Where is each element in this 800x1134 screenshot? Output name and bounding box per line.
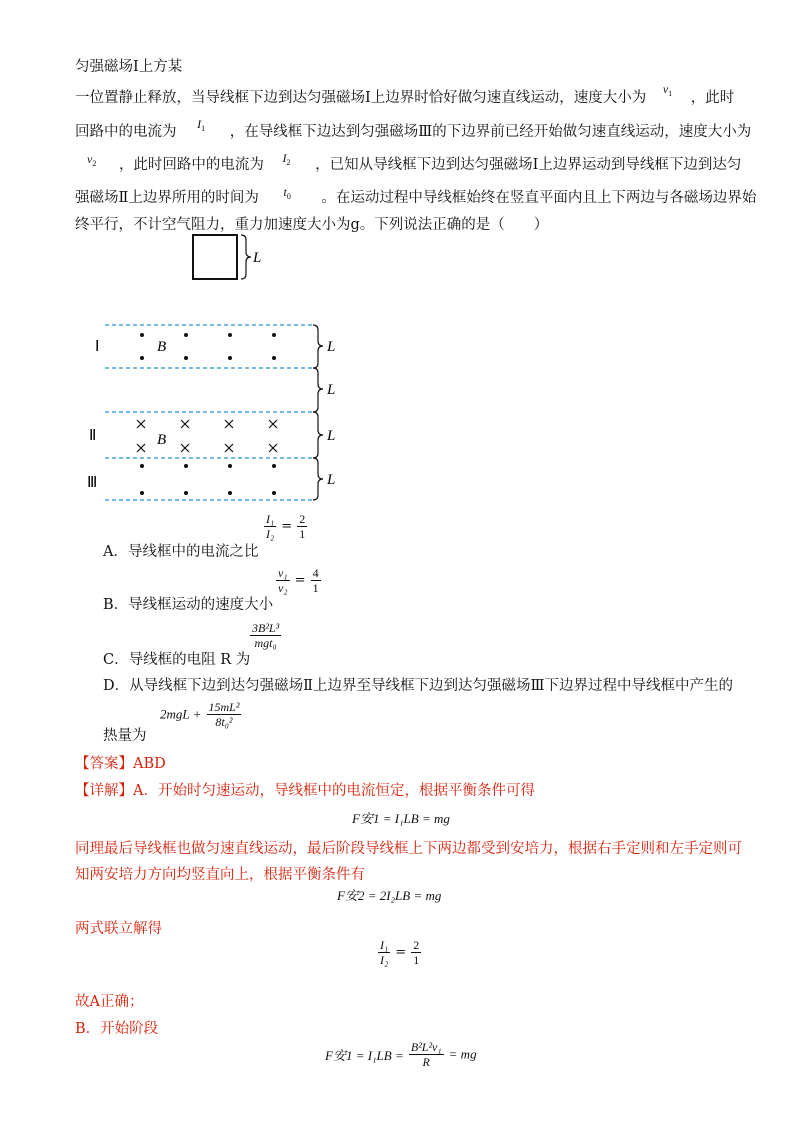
region-label-3: Ⅲ [87,475,98,491]
wire-frame [193,235,237,279]
question-line-4b: ，已知从导线框下边到达匀强磁场Ⅰ上边界运动到导线框下边到达匀 [315,157,742,173]
frame-brace [241,235,251,279]
field-boundaries [105,325,315,500]
equation-2: F安2 = 2I₂LB = mg [337,888,442,903]
option-c-formula: $\frac{\text{3B²L³}}{\text{mgt₀}}$ [252,621,280,650]
explanation-line-4: 两式联立解得 [75,921,162,937]
region-braces [313,325,323,500]
explanation-line-6: B．开始阶段 [75,1021,159,1037]
question-line-4a: ，此时回路中的电流为 [118,157,264,173]
question-line-4 [75,153,741,174]
frame-label: L [253,250,262,266]
region-label-1: Ⅰ [95,339,100,355]
v2-symbol: v2 [87,152,97,168]
region-3-dots [140,464,276,495]
brace-label-1: L [327,339,336,355]
explanation-line-3: 知两安培力方向均竖直向上，根据平衡条件有 [75,867,365,883]
question-line-5b: 。在运动过程中导线框始终在竖直平面内且上下两边与各磁场边界始 [321,190,757,206]
question-line-2a: 一位置静止释放，当导线框下边到达匀强磁场Ⅰ上边界时恰好做匀速直线运动，速度大小为 [75,90,647,106]
question-line-5 [75,186,756,207]
option-d-text: D．从导线框下边到达匀强磁场Ⅱ上边界至导线框下边到达匀强磁场Ⅲ下边界过程中导线框中产生的 [103,678,733,694]
option-c-text: C．导线框的电阻 R 为 [103,652,251,668]
answer-label: 【答案】ABD [75,756,166,772]
field-label-region-2: B [157,432,167,448]
question-line-3 [75,117,752,141]
magnetic-field-diagram [85,225,355,515]
question-line-3a: 回路中的电流为 [75,124,177,140]
question-line-6: 终平行，不计空气阻力，重力加速度大小为g。下列说法正确的是（ ） [75,217,549,233]
question-line-5a: 强磁场Ⅱ上边界所用的时间为 [75,190,259,206]
field-label-region-1: B [157,339,167,355]
option-b-formula: $\frac{\text{v₁}}{\text{v₂}}$ = $\frac{4}{1}$ [278,566,319,595]
brace-label-3: L [327,428,336,444]
v1-symbol: v1 [662,82,673,98]
option-a-formula: $\frac{\text{I₁}}{\text{I₂}}$ = $\frac{2}{1}$ [266,512,306,541]
question-line-1: 匀强磁场Ⅰ上方某 [75,59,183,75]
option-d-text-2: 热量为 [103,728,147,744]
I1-symbol: I1 [197,117,206,133]
equation-4: F安1 = I₁LB = $\frac{\text{B²L²v₁}}{R}$ = mg [325,1040,477,1069]
explanation-line-1: 【详解】A．开始时匀速运动，导线框中的电流恒定，根据平衡条件可得 [75,783,535,799]
question-line-2b: ，此时 [690,90,735,106]
region-label-2: Ⅱ [89,428,97,444]
question-line-2 [75,82,735,107]
option-b-text: B．导线框运动的速度大小 [103,597,274,613]
explanation-line-2: 同理最后导线框也做匀速直线运动，最后阶段导线框上下两边都受到安培力，根据右手定则和左手定则可 [75,841,742,857]
I2-symbol: I2 [282,151,291,167]
question-line-3b: ，在导线框下边达到匀强磁场Ⅲ的下边界前已经开始做匀速直线运动，速度大小为 [229,124,752,140]
equation-1: F安1 = I₁LB = mg [352,811,450,826]
explanation-line-5: 故A正确； [75,994,144,1010]
option-d-formula: 2mgL + $\frac{\text{15mL²}}{\text{8t₀²}}$ [160,700,240,729]
brace-label-4: L [327,472,336,488]
option-a-text: A．导线框中的电流之比 [103,544,259,560]
brace-label-2: L [327,382,336,398]
equation-3: $\frac{\text{I₁}}{\text{I₂}}$ = $\frac{2}{1}$ [380,938,420,967]
t0-symbol: t0 [283,185,291,201]
